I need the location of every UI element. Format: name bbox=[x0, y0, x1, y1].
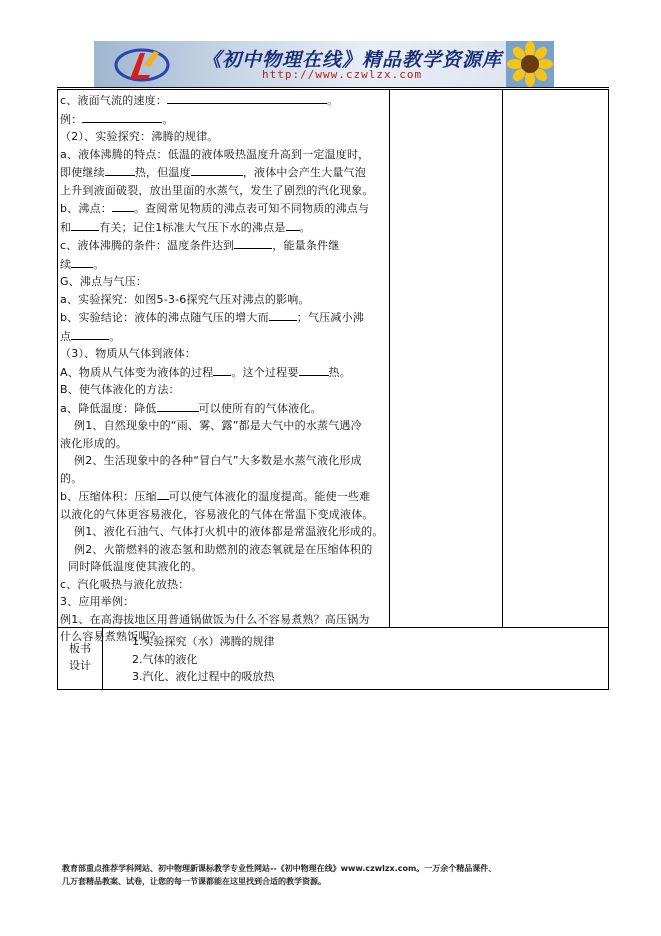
content-line: 上升到液面破裂，放出里面的水蒸气，发生了剧烈的汽化现象。 bbox=[60, 183, 374, 197]
board-design-label: 板书 设计 bbox=[69, 642, 91, 672]
content-line: 例1、自然现象中的“雨、雾、露”都是大气中的水蒸气遇冷 bbox=[74, 419, 362, 432]
board-item: 3.汽化、液化过程中的吸放热 bbox=[132, 670, 275, 683]
content-line: a、实验探究：如图5-3-6探究气压对沸点的影响。 bbox=[60, 292, 310, 306]
header-banner bbox=[94, 41, 554, 87]
content-line: 例1、在高海拔地区用普通锅做饭为什么不容易煮熟？高压锅为 bbox=[60, 612, 370, 626]
site-logo-icon bbox=[114, 45, 170, 85]
table-top-double-rule bbox=[57, 87, 609, 88]
content-line: c、液面气流的速度： 。 bbox=[60, 91, 390, 110]
board-item: 1.实验探究（水）沸腾的规律 bbox=[132, 635, 275, 648]
content-line: c、汽化吸热与液化放热： bbox=[60, 577, 190, 591]
footer-line-2: 几万套精品教案、试卷，让您的每一节课都能在这里找到合适的教学资源。 bbox=[62, 877, 326, 886]
content-line: （3）、物质从气体到液体： bbox=[60, 347, 197, 360]
content-line: 续 。 bbox=[60, 255, 390, 274]
content-line: 和 有关；记住1标准大气压下水的沸点是 。 bbox=[60, 218, 390, 237]
content-line: 3、应用举例： bbox=[60, 595, 135, 608]
content-line: 以液化的气体更容易液化，容易液化的气体在常温下变成液体。 bbox=[60, 507, 374, 521]
content-line: 例1、液化石油气、气体打火机中的液体都是常温液化形成的。 bbox=[74, 525, 384, 538]
content-line: 的。 bbox=[60, 471, 83, 485]
content-line: a、降低温度：降低 可以使所有的气体液化。 bbox=[60, 399, 390, 418]
content-line: 例2、火箭燃料的液态氢和助燃剂的液态氧就是在压缩体积的 bbox=[74, 542, 373, 556]
content-line: b、实验结论：液体的沸点随气压的增大而 ；气压减小沸 bbox=[60, 308, 390, 327]
content-line: c、液体沸腾的条件：温度条件达到 ，能量条件继 bbox=[60, 236, 390, 255]
content-line: 例： 。 bbox=[60, 110, 390, 129]
content-line: a、液体沸腾的特点：低温的液体吸热温度升高到一定温度时， bbox=[60, 147, 370, 161]
footer-line-1: 教育部重点推荐学科网站、初中物理新课标教学专业性网站--《初中物理在线》www.czwlzx.com。一万余个精品课件、 bbox=[62, 864, 497, 873]
content-line: 同时降低温度使其液化的。 bbox=[68, 560, 203, 573]
content-line: 即使继续 热，但温度 ，液体中会产生大量气泡 bbox=[60, 163, 390, 182]
content-line: （2）、实验探究：沸腾的规律。 bbox=[60, 130, 219, 143]
banner-title: 《初中物理在线》精品教学资源库 bbox=[202, 49, 503, 71]
content-line: b、压缩体积：压缩 可以使气体液化的温度提高。能使一些难 bbox=[60, 487, 390, 506]
banner-url[interactable]: http://www.czwlzx.com bbox=[262, 68, 423, 81]
board-item: 2.气体的液化 bbox=[132, 652, 198, 666]
content-line: B、使气体液化的方法： bbox=[60, 383, 180, 396]
table-divider-2 bbox=[502, 89, 503, 627]
content-line: 例2、生活现象中的各种“冒白气”大多数是水蒸气液化形成 bbox=[74, 454, 362, 467]
content-line: 什么容易煮熟饭呢？ bbox=[60, 630, 161, 643]
content-line: G、沸点与气压： bbox=[60, 275, 148, 288]
page-footer bbox=[62, 862, 602, 888]
content-line: 液化形成的。 bbox=[60, 436, 128, 450]
content-line: A、物质从气体变为液体的过程 。这个过程要 热。 bbox=[60, 363, 390, 382]
lesson-content bbox=[60, 91, 390, 646]
content-line: b、沸点： 。查阅常见物质的沸点表可知不同物质的沸点与 bbox=[60, 199, 390, 218]
sunflower-icon bbox=[506, 41, 554, 87]
content-line: 点 。 bbox=[60, 327, 390, 346]
board-design-items bbox=[132, 633, 275, 686]
